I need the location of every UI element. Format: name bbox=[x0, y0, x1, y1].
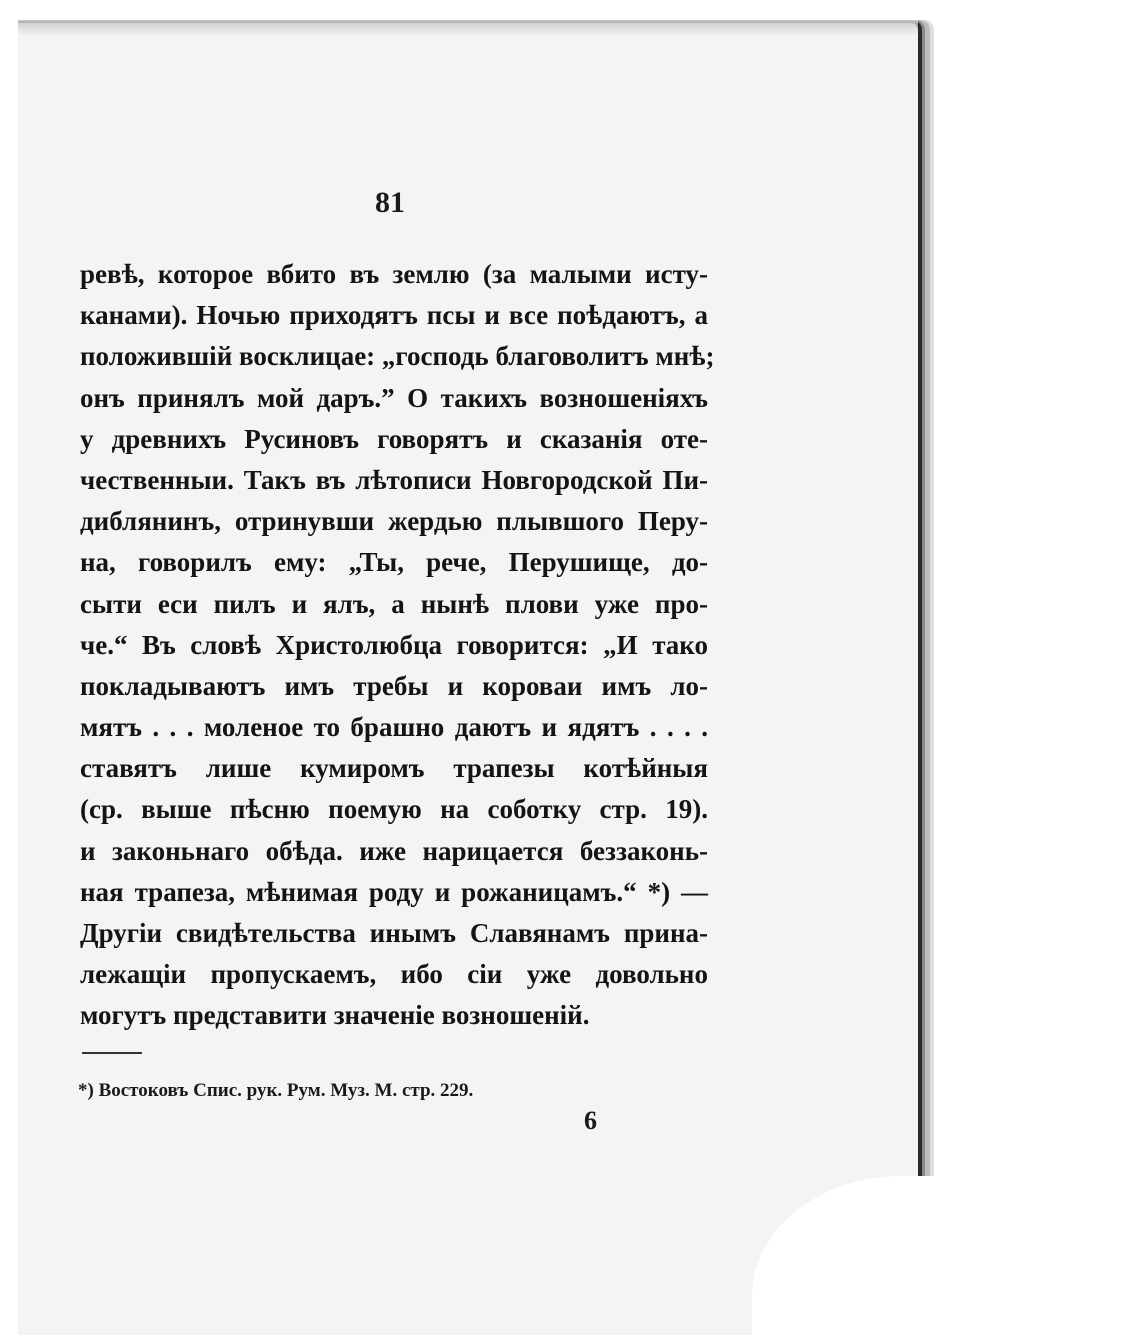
text-line: диблянинъ, отринувши жердью плывшого Перу- bbox=[80, 506, 708, 537]
text-line: чественныи. Такъ въ лѣтописи Новгородской Пи- bbox=[80, 464, 708, 495]
footnote: *) Востоковъ Спис. рук. Рум. Муз. М. стр. 229. bbox=[78, 1080, 474, 1101]
text-line: канами). Ночью приходятъ псы и все поѣдаютъ, а bbox=[80, 300, 708, 331]
text-line: и законьнаго обѣда. иже нарицается беззаконь- bbox=[80, 835, 708, 866]
text-line: сыти еси пилъ и ялъ, а нынѣ плови уже про- bbox=[80, 588, 708, 619]
text-line: че.“ Въ словѣ Христолюбца говорится: „И тако bbox=[80, 629, 708, 660]
text-line: на, говорилъ ему: „Ты, рече, Перушище, до- bbox=[80, 547, 708, 578]
text-line: ная трапеза, мѣнимая роду и рожаницамъ.“ *) — bbox=[80, 876, 708, 907]
text-line: могутъ представити значеніе возношеній. bbox=[80, 1000, 590, 1031]
page-top-shadow bbox=[18, 20, 918, 36]
text-line: покладываютъ имъ требы и короваи имъ ло- bbox=[80, 670, 708, 701]
footnote-rule bbox=[82, 1052, 142, 1054]
body-text bbox=[80, 254, 715, 1037]
text-line: онъ принялъ мой даръ.” О такихъ возношеніяхъ bbox=[80, 382, 708, 413]
text-line: у древнихъ Русиновъ говорятъ и сказанія оте- bbox=[80, 423, 708, 454]
signature-mark: 6 bbox=[584, 1106, 597, 1135]
text-line: Другіи свидѣтельства инымъ Славянамъ прина- bbox=[80, 918, 708, 948]
text-line: ревѣ, которое вбито въ землю (за малыми исту- bbox=[80, 259, 708, 289]
text-line: мятъ . . . моленое то брашно даютъ и ядятъ . . . . bbox=[80, 712, 708, 743]
text-line: ставятъ лише кумиромъ трапезы котѣйныя bbox=[80, 753, 708, 784]
text-line: (ср. выше пѣсню поемую на соботку стр. 19). bbox=[80, 794, 708, 825]
text-line: положившій восклицае: „господь благоволитъ мнѣ; bbox=[80, 341, 715, 372]
text-line: лежащіи пропускаемъ, ибо сіи уже довольно bbox=[80, 959, 708, 990]
page-number: 81 bbox=[375, 186, 405, 219]
